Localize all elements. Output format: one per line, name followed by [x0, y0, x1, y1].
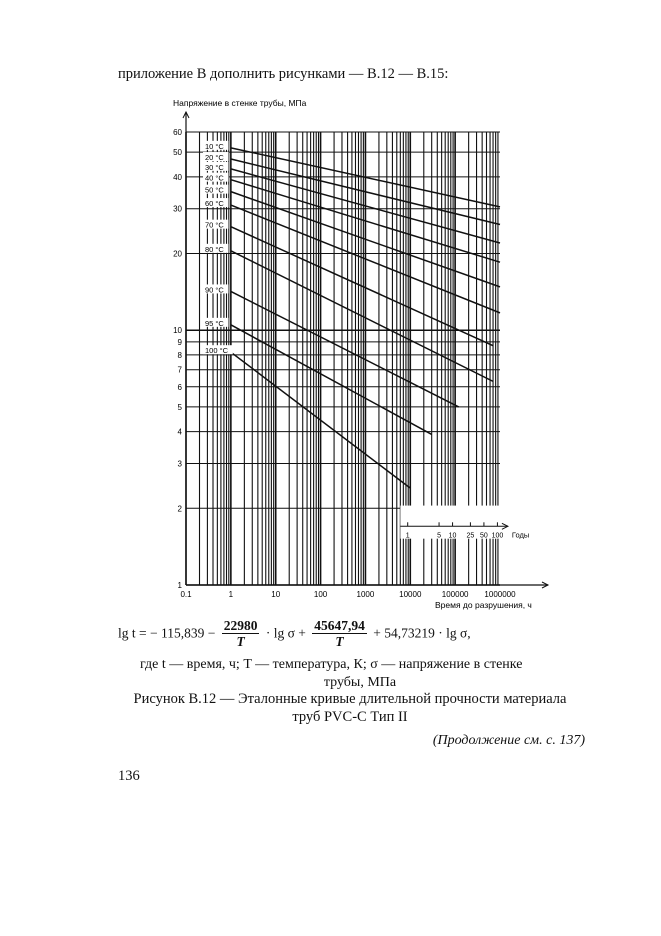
y-tick-label: 3 [177, 459, 182, 469]
formula-legend [140, 656, 580, 692]
years-tick-label: 5 [437, 532, 442, 540]
x-tick-label: 100 [313, 590, 328, 599]
years-axis-label: Годы [511, 530, 530, 540]
x-tick-label: 10 [271, 590, 281, 599]
formula-legend-line-2: трубы, МПа [323, 675, 397, 690]
y-tick-label: 30 [173, 204, 182, 214]
y-tick-label: 2 [177, 504, 182, 514]
formula-rhs: + 54,73219 · lg σ, [373, 625, 471, 641]
series-label: 60 °C [205, 199, 224, 209]
y-tick-label: 60 [173, 128, 182, 137]
series-line [231, 227, 493, 346]
years-tick-label: 25 [466, 532, 475, 540]
y-tick-label: 50 [173, 148, 182, 158]
figure-caption-line-1: Рисунок В.12 — Эталонные кривые длительной прочности материала [133, 691, 567, 707]
y-tick-label: 20 [173, 249, 182, 259]
y-tick-label: 6 [177, 382, 182, 392]
series-label: 90 °C [205, 285, 224, 295]
formula-fraction-2 [312, 618, 367, 649]
formula-fraction-2-numerator: 45647,94 [314, 618, 365, 633]
y-tick-label: 40 [173, 172, 182, 182]
figure-caption-line-2: труб PVC-C Тип II [292, 709, 408, 725]
formula-middle: · lg σ + [265, 625, 306, 641]
series-label: 80 °C [205, 244, 224, 254]
x-tick-label: 10000 [399, 590, 422, 599]
x-tick-label: 0.1 [180, 590, 192, 599]
series-label: 100 °C [205, 346, 229, 356]
series-label: 40 °C [205, 173, 224, 183]
y-tick-label: 5 [177, 402, 182, 412]
formula-fraction-1-denominator: T [236, 634, 245, 649]
y-tick-label: 7 [177, 365, 182, 375]
x-axis-title: Время до разрушения, ч [435, 600, 532, 610]
figure-caption [110, 690, 590, 726]
formula-fraction-2-denominator: T [335, 634, 344, 649]
years-tick-label: 100 [491, 532, 504, 540]
series-label: 70 °C [205, 220, 224, 230]
y-tick-label: 9 [177, 337, 182, 347]
y-tick-label: 10 [173, 326, 182, 336]
y-tick-label: 1 [177, 581, 182, 590]
formula-fraction-1-numerator: 22980 [223, 618, 258, 633]
years-tick-label: 10 [448, 532, 457, 540]
page-number: 136 [118, 768, 140, 784]
x-tick-label: 100000 [441, 590, 469, 599]
years-tick-label: 1 [405, 532, 410, 540]
intro-text: приложение В дополнить рисунками — В.12 — В.15: [118, 66, 449, 82]
continuation-note: (Продолжение см. с. 137) [432, 733, 585, 748]
series-line [231, 325, 432, 435]
series-line [231, 291, 459, 406]
series-label: 30 °C [205, 162, 224, 172]
series-label: 95 °C [205, 318, 224, 328]
series-label: 50 °C [205, 185, 224, 195]
x-tick-label: 1 [228, 590, 234, 599]
y-axis-title: Напряжение в стенке трубы, МПа [173, 98, 307, 108]
series-label: 20 °C [205, 153, 224, 163]
years-tick-label: 50 [480, 532, 488, 540]
x-tick-label: 1000 [356, 590, 375, 599]
y-tick-label: 4 [177, 427, 182, 437]
formula-lhs: lg t = − 115,839 − [118, 625, 216, 641]
y-tick-label: 8 [177, 350, 182, 360]
series-label: 10 °C [205, 141, 224, 151]
x-tick-label: 1000000 [484, 590, 516, 599]
formula-fraction-1 [222, 618, 260, 649]
formula-legend-line-1: где t — время, ч; T — температура, К; σ — напряжение в стенке [140, 657, 523, 672]
